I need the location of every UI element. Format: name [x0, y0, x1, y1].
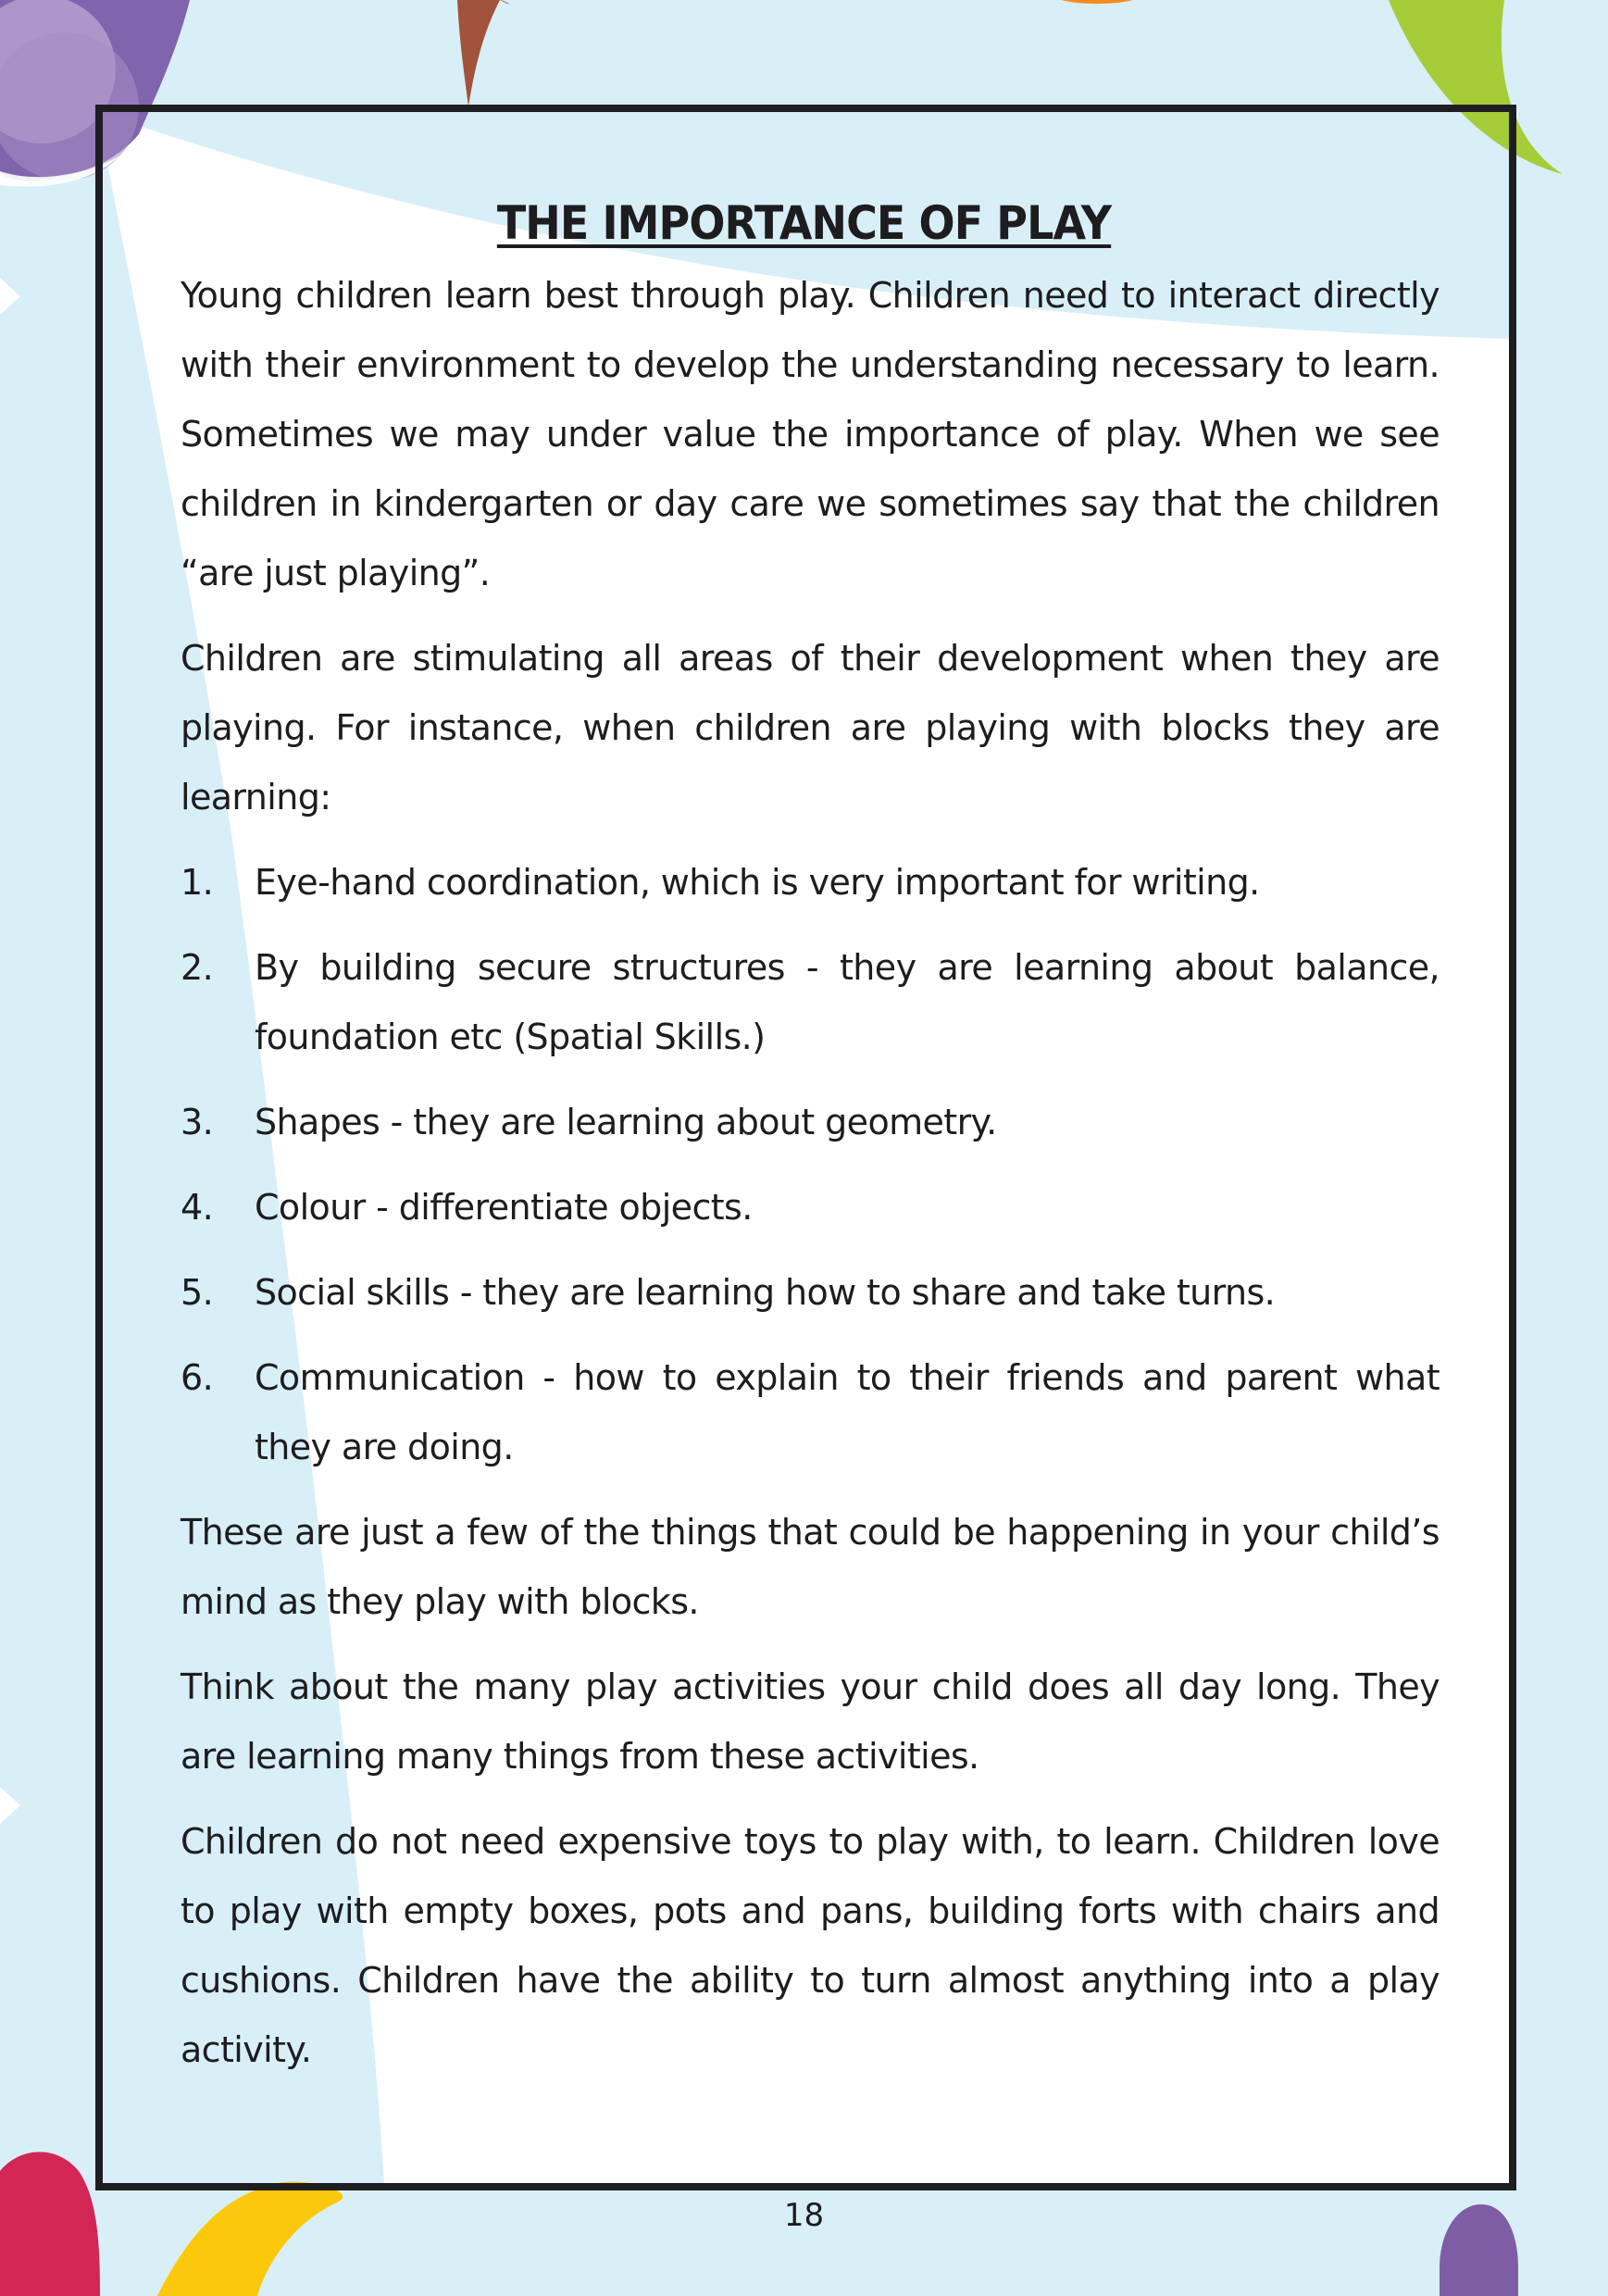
these-are-paragraph: These are just a few of the things that could be happening in your child’s mind as they play with blocks. — [181, 1512, 1440, 1622]
page-title: THE IMPORTANCE OF PLAY — [496, 195, 1112, 250]
white-triangle-bottom — [0, 1787, 20, 1824]
list-item-number: 6. — [181, 1357, 214, 1398]
page-number: 18 — [783, 2197, 825, 2234]
list-item — [181, 1088, 1440, 1157]
list-item-number: 4. — [181, 1187, 214, 1228]
list-item-text: Communication - how to explain to their friends and parent what they are doing. — [255, 1357, 1440, 1467]
stimulating-paragraph: Children are stimulating all areas of their development when they are playing. For instance, when children are playing with blocks they are learning: — [181, 638, 1440, 817]
list-item-text: By building secure structures - they are learning about balance, foundation etc (Spatial Skills.) — [255, 947, 1440, 1057]
list-item-text: Eye-hand coordination, which is very important for writing. — [255, 862, 1260, 903]
list-item — [181, 933, 1440, 1072]
intro-paragraph: Young children learn best through play. Children need to interact directly with their environment to develop the understanding necessary to learn. Sometimes we may under value the importance of play. When we see children in kindergarten or day care we sometimes say that the children “are just playing”. — [181, 275, 1440, 593]
list-item-number: 5. — [181, 1272, 214, 1313]
expensive-toys-paragraph: Children do not need expensive toys to play with, to learn. Children love to play with empty boxes, pots and pans, building forts with chairs and cushions. Children have the ability to turn almost anything into a play activity. — [181, 1821, 1440, 2070]
list-item — [181, 1173, 1440, 1242]
list-item-text: Social skills - they are learning how to share and take turns. — [255, 1272, 1276, 1313]
body-content — [181, 261, 1440, 2101]
list-item — [181, 1258, 1440, 1328]
learning-list — [181, 848, 1440, 1482]
brown-teardrop-shape-2 — [457, 0, 500, 106]
orange-shape — [1049, 0, 1145, 4]
think-about-paragraph: Think about the many play activities your child does all day long. They are learning many things from these activities. — [181, 1666, 1440, 1777]
list-item-text: Colour - differentiate objects. — [255, 1187, 753, 1228]
white-triangle-top — [0, 278, 20, 315]
list-item — [181, 848, 1440, 917]
list-item — [181, 1343, 1440, 1482]
list-item-number: 1. — [181, 862, 214, 903]
list-item-text: Shapes - they are learning about geometry. — [255, 1102, 997, 1142]
list-item-number: 3. — [181, 1102, 214, 1142]
list-item-number: 2. — [181, 947, 214, 988]
